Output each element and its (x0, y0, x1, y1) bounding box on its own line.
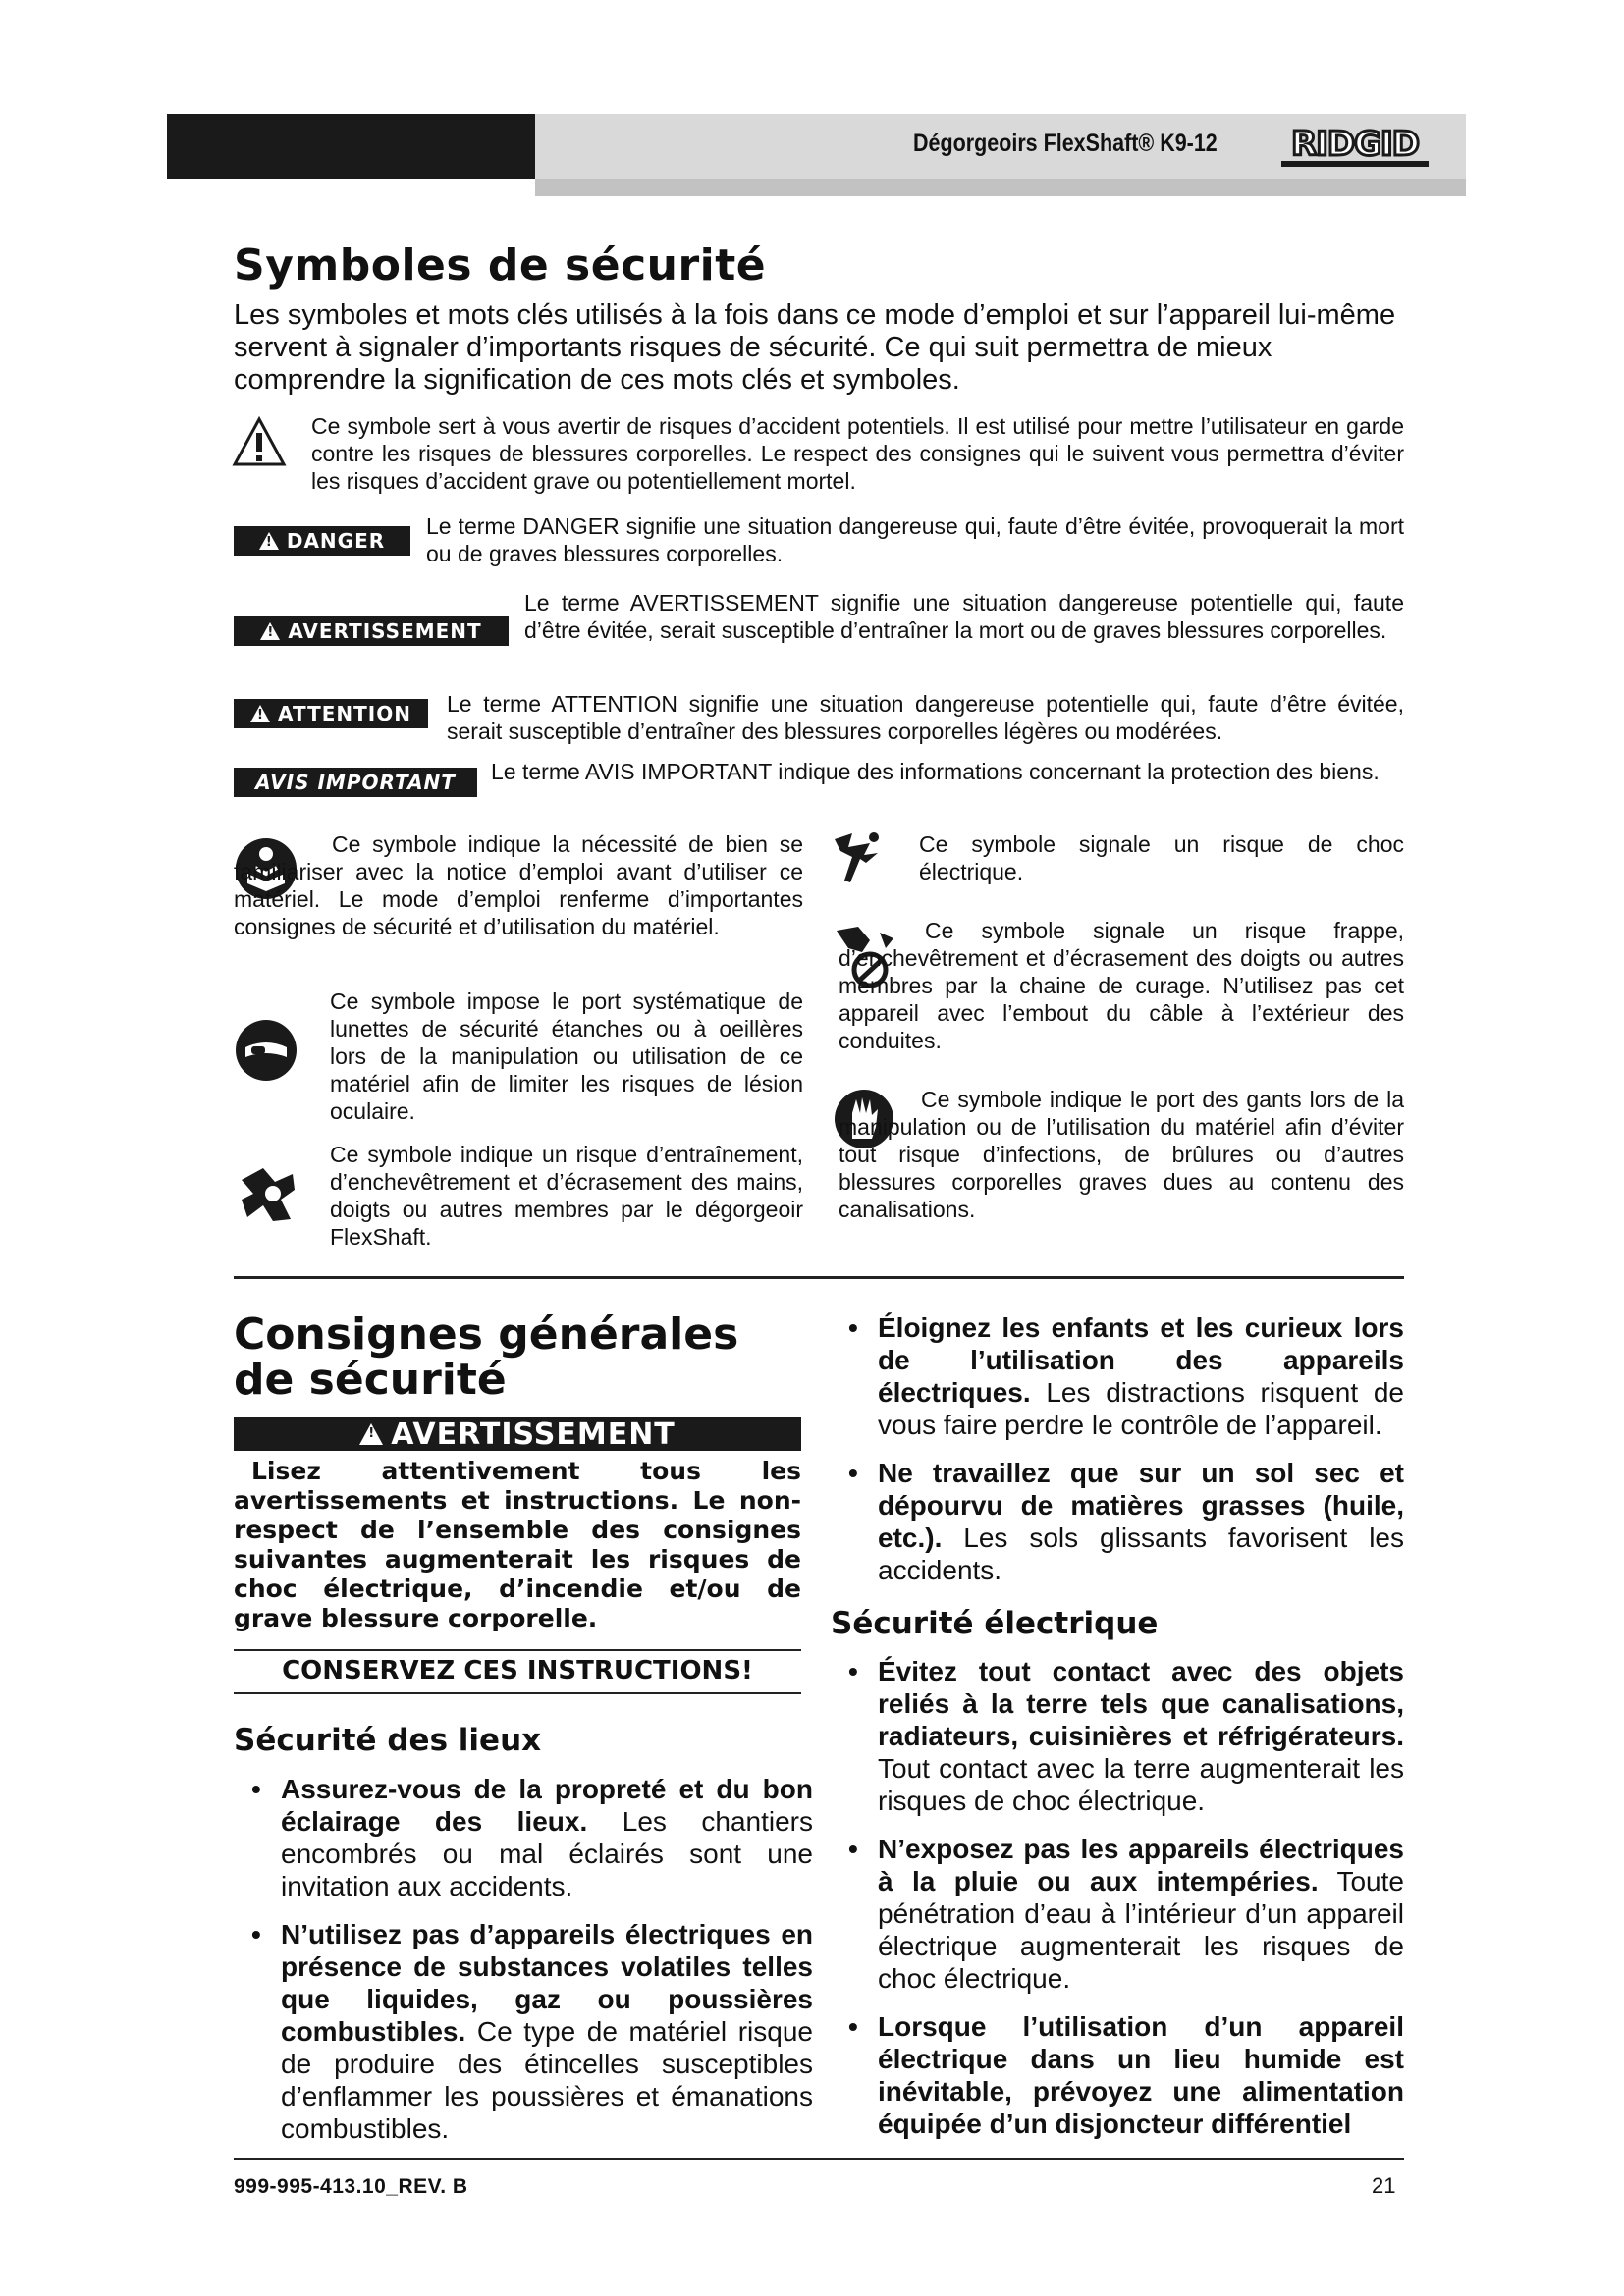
entanglement-symbol-text: Ce symbole indique un risque d’entraînement, d’enchevêtrement et d’écrasement des mains, doigts ou autres membres par le dégorgeoir FlexShaft. (330, 1142, 803, 1250)
subsection-title-electrical: Sécurité électrique (831, 1606, 1159, 1641)
warning-signal-word: ! AVERTISSEMENT (234, 616, 509, 646)
list-item: • N’utilisez pas d’appareils électriques en présence de substances volatiles telles que liquides, gaz ou poussières combustibles. Ce type de matériel risque de produire des étincelles susceptibles d’enflammer les poussières et émanations combustibles. (234, 1918, 813, 2145)
header-title: Dégorgeoirs FlexShaft® K9-12 (913, 130, 1218, 157)
workarea-list-continued (831, 1311, 1404, 1602)
workarea-list (234, 1773, 813, 2161)
warning-triangle-icon (359, 1423, 383, 1445)
alert-symbol-text: Ce symbole sert à vous avertir de risques d’accident potentiels. Il est utilisé pour mettre l’utilisateur en garde contre les risques de blessures corporelles. Le respect des consignes qui le suivent vous permettra d’éviter les risques d’accident grave ou potentiellement mortel. (311, 413, 1404, 494)
section-title-symbols: Symboles de sécurité (234, 240, 767, 291)
save-rule-bottom (234, 1692, 801, 1694)
header-underline-band (535, 179, 1466, 198)
page-number: 21 (1372, 2173, 1396, 2198)
danger-text: Le terme DANGER signifie une situation dangereuse qui, faute d’être évitée, provoquerait la mort ou de graves blessures corporelles. (426, 513, 1404, 566)
brand-name: RIDGID (1291, 125, 1419, 164)
notice-signal-word: AVIS IMPORTANT (234, 768, 477, 797)
document-number: 999-995-413.10_REV. B (234, 2175, 468, 2198)
ridgid-logo (1281, 122, 1429, 171)
list-item: • Ne travaillez que sur un sol sec et dépourvu de matières grasses (huile, etc.). Les sols glissants favorisent les accidents. (831, 1457, 1404, 1586)
list-item: • Lorsque l’utilisation d’un appareil électrique dans un lieu humide est inévitable, prévoyez une alimentation équipée d’un disjoncteur différentiel (831, 2010, 1404, 2140)
save-rule-top (234, 1649, 801, 1651)
warning-text: Le terme AVERTISSEMENT signifie une situation dangereuse potentielle qui, faute d’être évitée, serait susceptible d’entraîner la mort ou de graves blessures corporelles. (524, 590, 1404, 643)
save-instructions-label: CONSERVEZ CES INSTRUCTIONS! (282, 1656, 753, 1685)
notice-text: Le terme AVIS IMPORTANT indique des informations concernant la protection des biens. (491, 759, 1380, 784)
list-item: • Évitez tout contact avec des objets reliés à la terre tels que canalisations, radiateurs, cuisinières et réfrigérateurs. Tout contact avec la terre augmenterait les risques de choc électrique. (831, 1655, 1404, 1817)
danger-signal-word: ! DANGER (234, 526, 410, 556)
eye-protection-icon (234, 1018, 298, 1083)
caution-signal-word: ! ATTENTION (234, 699, 428, 728)
intro-paragraph: Les symboles et mots clés utilisés à la fois dans ce mode d’emploi et sur l’appareil lui-même servent à signaler d’importants risques de sécurité. Ce qui suit permettra de mieux comprendre la signification de ces mots clés et symboles. (234, 299, 1396, 396)
caution-text: Le terme ATTENTION signifie une situation dangereuse potentielle qui, faute d’être évitée, serait susceptible d’entraîner des blessures corporelles légères ou modérées. (447, 691, 1404, 744)
warning-triangle-icon (260, 622, 280, 640)
list-item: • Éloignez les enfants et les curieux lors de l’utilisation des appareils électriques. Les distractions risquent de vous faire perdre le contrôle de l’appareil. (831, 1311, 1404, 1441)
warning-triangle-icon (250, 705, 270, 722)
list-item: • N’exposez pas les appareils électriques à la pluie ou aux intempéries. Toute pénétration d’eau à l’intérieur d’un appareil électrique augmenterait les risques de choc électrique. (831, 1833, 1404, 1995)
shock-symbol-text: Ce symbole signale un risque de choc électrique. (919, 831, 1404, 884)
safety-alert-icon (232, 416, 287, 467)
entanglement-hazard-icon (234, 1160, 302, 1229)
electrical-list (831, 1655, 1404, 2156)
subsection-title-workarea: Sécurité des lieux (234, 1723, 542, 1758)
manual-symbol-text: Ce symbole indique la nécessité de bien se familiariser avec la notice d’emploi avant d’utiliser ce matériel. Le mode d’emploi renferme d’importantes consignes de sécurité et d’utilisation du matériel. (234, 831, 803, 939)
electric-shock-icon (831, 829, 886, 888)
section-divider (234, 1276, 1404, 1279)
list-item: • Assurez-vous de la propreté et du bon éclairage des lieux. Les chantiers encombrés ou mal éclairés sont une invitation aux accidents. (234, 1773, 813, 1902)
footer-rule (234, 2158, 1404, 2160)
strike-symbol-text: Ce symbole signale un risque frappe, d’enchevêtrement et d’écrasement des doigts ou autres membres par la chaine de curage. N’utilisez pas cet appareil avec l’embout du câble à l’extérieur des conduites. (839, 918, 1404, 1053)
warning-triangle-icon (259, 532, 279, 550)
header-dark-band (167, 114, 535, 179)
gloves-symbol-text: Ce symbole indique le port des gants lors de la manipulation ou de l’utilisation du matériel afin d’éviter tout risque d’infections, de brûlures ou d’autres blessures corporelles graves dues au contenu des canalisations. (839, 1087, 1404, 1222)
section-title-general-safety: Consignes générales de sécurité (234, 1309, 739, 1405)
warning-banner-text: Lisez attentivement tous les avertissements et instructions. Le non-respect de l’ensemble des consignes suivantes augmenterait les risques de choc électrique, d’incendie et/ou de grave blessure corporelle. (234, 1457, 801, 1632)
goggles-symbol-text: Ce symbole impose le port systématique de lunettes de sécurité étanches ou à oeillères lors de la manipulation ou utilisation de ce matériel afin de limiter les risques de lésion oculaire. (330, 988, 803, 1124)
warning-banner: ! AVERTISSEMENT (234, 1417, 801, 1451)
